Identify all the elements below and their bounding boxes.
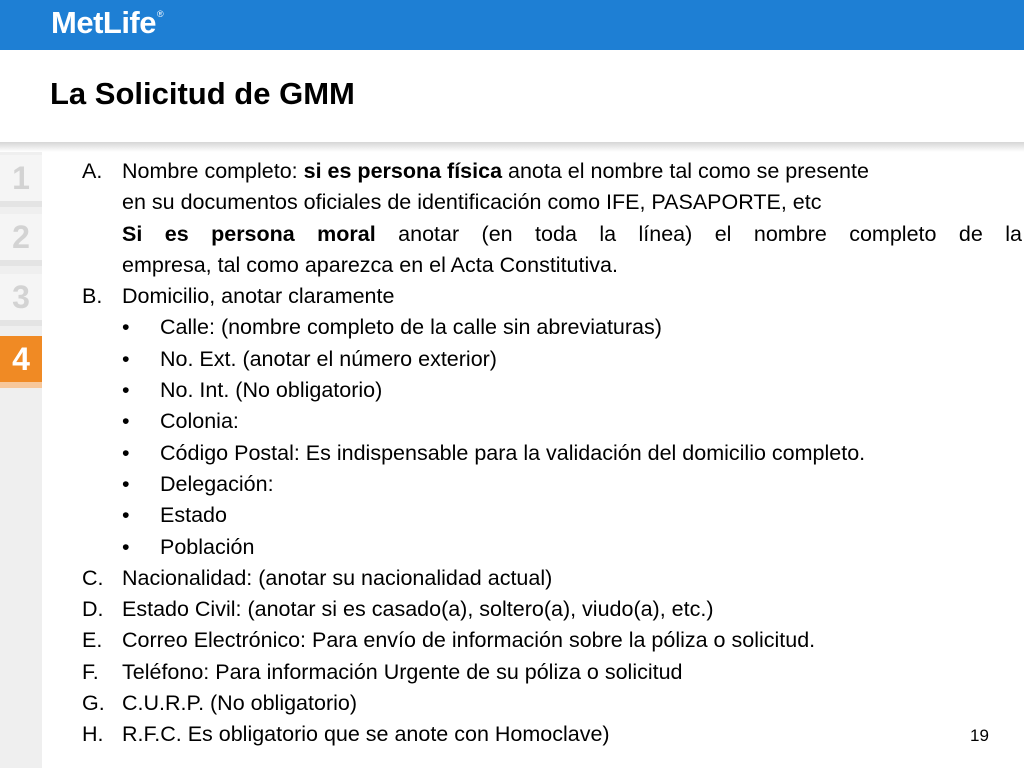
header-bar: [0, 0, 1024, 50]
item-text: [122, 156, 1022, 281]
bullet-icon: •: [122, 409, 130, 434]
bullet-icon: •: [122, 378, 130, 403]
item-marker: H.: [82, 722, 104, 747]
list-item-a: [82, 156, 1022, 281]
remaining-items: [82, 563, 1022, 751]
bullet-text: Código Postal: Es indispensable para la validación del domicilio completo.: [160, 440, 866, 465]
bullet-text: Población: [160, 534, 255, 559]
bullet-item: [82, 344, 1022, 375]
item-marker: D.: [82, 597, 104, 622]
bullet-item: [82, 532, 1022, 563]
item-text: C.U.R.P. (No obligatorio): [122, 691, 357, 716]
item-text: R.F.C. Es obligatorio que se anote con Homoclave): [122, 722, 610, 747]
list-item: [82, 563, 1022, 594]
bullet-icon: •: [122, 315, 130, 340]
bullet-text: Calle: (nombre completo de la calle sin abreviaturas): [160, 315, 662, 340]
metlife-logo: [51, 5, 163, 41]
step-label: 2: [12, 218, 30, 255]
item-text: Estado Civil: (anotar si es casado(a), soltero(a), viudo(a), etc.): [122, 597, 714, 622]
bullet-icon: •: [122, 346, 130, 371]
step-2-tab[interactable]: [0, 214, 42, 266]
bullet-item: [82, 500, 1022, 531]
step-label: 3: [12, 278, 30, 315]
item-marker: A.: [82, 159, 103, 183]
page-number: 19: [970, 726, 989, 745]
bold-text: si es persona física: [303, 159, 503, 183]
list-item: [82, 657, 1022, 688]
bullet-text: No. Ext. (anotar el número exterior): [160, 346, 497, 371]
item-marker: F.: [82, 659, 99, 684]
title-divider: [0, 142, 1024, 152]
item-marker: C.: [82, 565, 104, 590]
list-item: [82, 594, 1022, 625]
registered-mark: ®: [157, 9, 164, 19]
bullet-text: Estado: [160, 503, 227, 528]
bold-text: Si es persona moral: [122, 221, 376, 246]
bullet-item: [82, 438, 1022, 469]
item-marker: E.: [82, 628, 103, 653]
instructions-list: [82, 156, 1022, 751]
step-4-tab[interactable]: [0, 336, 42, 388]
page-title: La Solicitud de GMM: [50, 76, 355, 111]
item-text: Domicilio, anotar claramente: [122, 284, 395, 309]
text-span: anotar (en toda la línea) el nombre completo de la: [375, 221, 1022, 246]
bullet-item: [82, 312, 1022, 343]
bullet-item: [82, 469, 1022, 500]
text-span: Nombre completo:: [122, 159, 304, 183]
address-bullet-list: [82, 312, 1022, 562]
list-item: [82, 719, 1022, 750]
bullet-text: Colonia:: [160, 409, 239, 434]
bullet-icon: •: [122, 471, 130, 496]
bullet-text: Delegación:: [160, 471, 274, 496]
item-a-line-3: [122, 219, 1022, 250]
bullet-item: [82, 375, 1022, 406]
bullet-icon: •: [122, 534, 130, 559]
list-item-b: [82, 281, 1022, 312]
item-a-line-1: [122, 156, 1022, 187]
step-3-tab[interactable]: [0, 274, 42, 326]
list-item: [82, 688, 1022, 719]
step-label: 1: [12, 159, 30, 196]
bullet-text: No. Int. (No obligatorio): [160, 378, 383, 403]
bullet-item: [82, 406, 1022, 437]
item-text: Nacionalidad: (anotar su nacionalidad actual): [122, 565, 553, 590]
logo-text: MetLife: [51, 5, 156, 40]
item-text: Correo Electrónico: Para envío de información sobre la póliza o solicitud.: [122, 628, 816, 653]
step-label: 4: [12, 340, 30, 377]
step-1-tab[interactable]: [0, 155, 42, 207]
item-a-line-4: empresa, tal como aparezca en el Acta Constitutiva.: [122, 252, 618, 277]
item-marker: G.: [82, 691, 105, 716]
item-text: Teléfono: Para información Urgente de su póliza o solicitud: [122, 659, 683, 684]
list-item: [82, 625, 1022, 656]
bullet-icon: •: [122, 440, 130, 465]
item-marker: B.: [82, 284, 103, 309]
item-a-line-2: en su documentos oficiales de identificación como IFE, PASAPORTE, etc: [122, 190, 822, 215]
bullet-icon: •: [122, 503, 130, 528]
text-span: anota el nombre tal como se presente: [502, 159, 869, 183]
